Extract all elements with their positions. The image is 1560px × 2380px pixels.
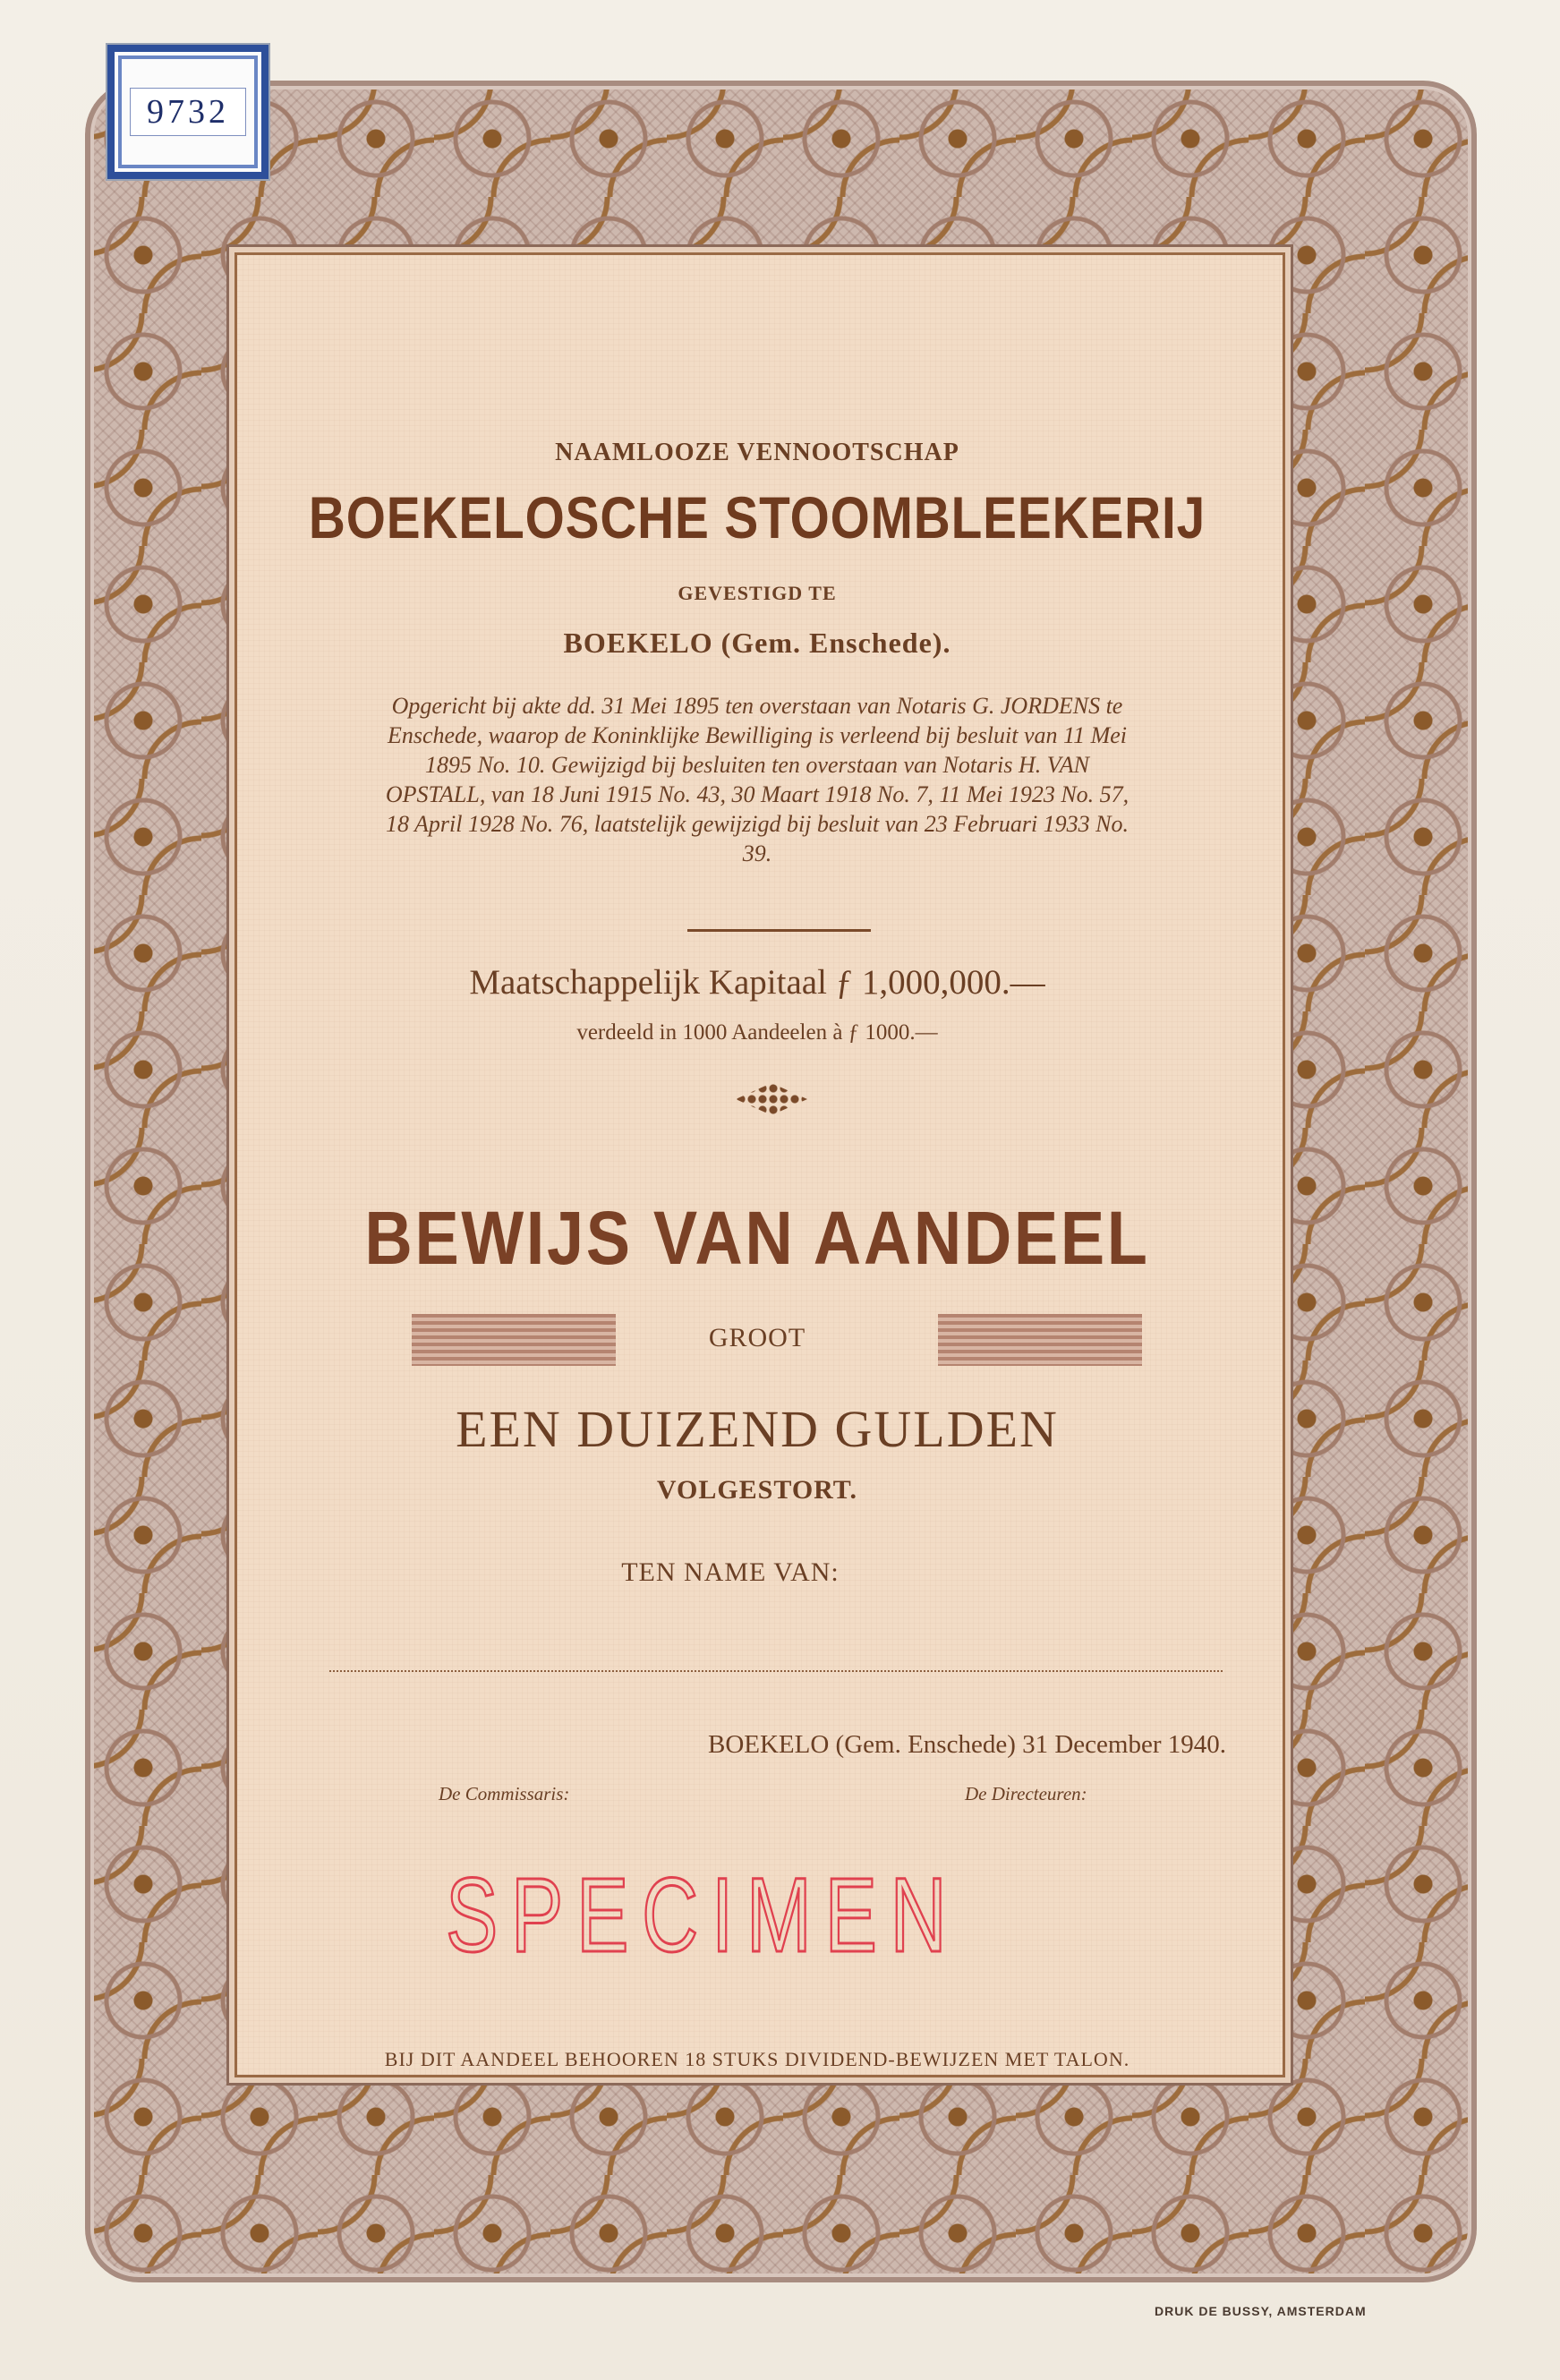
company-form: NAAMLOOZE VENNOOTSCHAP: [555, 439, 959, 466]
groot-label: GROOT: [708, 1323, 806, 1352]
stamp-number: 9732: [130, 88, 246, 136]
holder-label: TEN NAME VAN:: [621, 1557, 840, 1587]
share-amount: EEN DUIZEND GULDEN: [456, 1400, 1059, 1458]
specimen-stamp: SPECIMEN: [446, 1856, 960, 1975]
certificate-title: BEWIJS VAN AANDEEL: [364, 1196, 1150, 1280]
company-name: BOEKELOSCHE STOOMBLEEKERIJ: [308, 484, 1206, 550]
number-stamp: [106, 43, 270, 181]
printer-imprint: DRUK DE BUSSY, AMSTERDAM: [1155, 2304, 1367, 2318]
paid-up-label: VOLGESTORT.: [656, 1475, 858, 1505]
dividend-coupon-note: BIJ DIT AANDEEL BEHOOREN 18 STUKS DIVIDEND-BEWIJZEN MET TALON.: [384, 2048, 1130, 2070]
commissaris-label: De Commissaris:: [439, 1783, 570, 1804]
directeuren-label: De Directeuren:: [965, 1783, 1087, 1804]
capital-line: Maatschappelijk Kapitaal ƒ 1,000,000.—: [469, 963, 1045, 1002]
founding-text: Opgericht bij akte dd. 31 Mei 1895 ten overstaan van Notaris G. JORDENS te Enschede, waarop de Koninklijke Bewilliging is verleend bij besluit van 11 Mei 1895 No. 10. Gewijzigd bij besluiten ten overstaan van Notaris H. VAN OPSTALL, van 18 Juni 1915 No. 43, 30 Maart 1918 No. 7, 11 Mei 1923 No. 57, 18 April 1928 No. 76, laatstelijk gewijzigd bij besluit van 23 Februari 1933 No. 39.: [385, 693, 1130, 866]
divided-line: verdeeld in 1000 Aandeelen à ƒ 1000.—: [576, 1020, 938, 1045]
established-label: GEVESTIGD TE: [678, 582, 837, 604]
place-date: BOEKELO (Gem. Enschede) 31 December 1940.: [707, 1730, 1226, 1759]
divider-rule: [687, 929, 871, 932]
holder-name-line: [329, 1670, 1223, 1672]
town: BOEKELO (Gem. Enschede).: [563, 627, 951, 659]
